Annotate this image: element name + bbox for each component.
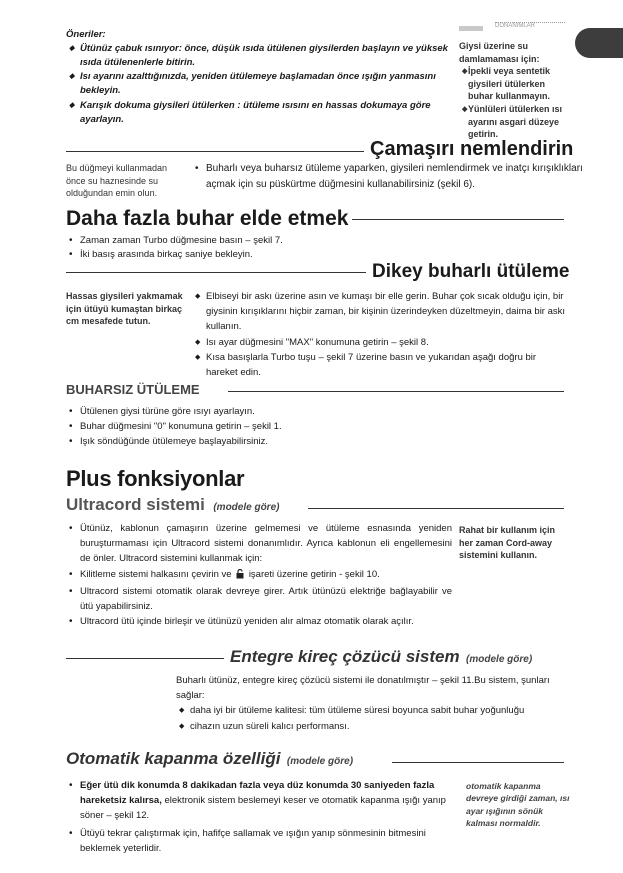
ultracord-item: • Ultracord ütü içinde birleşir ve ütünüzü yeniden alır almaz otomatik olarak açılır. (66, 614, 452, 629)
otomatik-item (66, 778, 454, 824)
nemlendirme-body: • Buharlı veya buharsız ütüleme yaparken, giysileri nemlendirmek ve inatçı kırışıklıkları açmak için su püskürtme düğmesini kullanabilirsiniz (şekil 6). (192, 161, 584, 193)
header-faint-title: DONANIMLAR (495, 22, 565, 30)
dikey-item: ◆ Isı ayar düğmesini "MAX" konumuna getirin – şekil 8. (192, 335, 570, 350)
section-rule (352, 219, 564, 220)
ultracord-lock-text-a: Kilitleme sistemi halkasını çevirin ve (80, 568, 232, 580)
dikey-item: ◆ Kısa basışlarla Turbo tuşu – şekil 7 üzerine basın ve yukarıdan aşağı doğru bir hareket edin. (192, 350, 570, 380)
daha-fazla-item: • Zaman zaman Turbo düğmesine basın – şekil 7. (66, 234, 566, 248)
dikey-title: Dikey buharlı ütüleme (372, 261, 570, 282)
kirec-intro: Buharlı ütünüz, entegre kireç çözücü sistemi ile donatılmıştır – şekil 11.Bu sistem, şunları sağlar: (176, 675, 550, 702)
ultracord-list (66, 521, 452, 629)
oneriler-item: ◆ Ütünüz çabuk ısınıyor: önce, düşük ısıda ütülenen giysilerden başlayın ve yüksek ısıda ütülenenlerle bitirin. (66, 42, 456, 70)
page-section-tab (575, 28, 623, 58)
kirec-heading (230, 647, 532, 667)
otomatik-item-bold: Eğer ütü dik konumda 8 dakikadan fazla veya düz konumda 30 saniyeden fazla hareketsiz kalırsa, (80, 780, 435, 807)
otomatik-list (66, 778, 454, 856)
section-rule (66, 151, 364, 152)
ultracord-lock-text-b: işareti üzerine getirin - şekil 10. (248, 568, 380, 580)
oneriler-side-note (459, 40, 571, 141)
oneriler-item: ◆ Isı ayarını azalttığınızda, yeniden ütülemeye başlamadan önce ışığın yanmasını bekleyin. (66, 70, 456, 98)
oneriler-side-item: ◆ İpekli veya sentetik giysileri ütülerken buhar kullanmayın. (459, 65, 571, 103)
otomatik-heading (66, 749, 353, 769)
kirec-item: ◆ cihazın uzun süreli kalıcı performansı. (176, 719, 568, 734)
section-rule (308, 508, 564, 509)
oneriler-side-title: Giysi üzerine su damlamaması için: (459, 41, 540, 64)
ultracord-heading (66, 495, 279, 515)
oneriler-block (66, 28, 456, 126)
dikey-item: ◆ Elbiseyi bir askı üzerine asın ve kumaşı bir elle gerin. Buhar çok sıcak olduğu için, bir giysinin kırışıklarını hiçbir zaman, bir kişinin üzerindeyken düzeltmeyin, daima bir askı kullanın. (192, 289, 570, 335)
buharsiz-item: • Işık söndüğünde ütülemeye başlayabilirsiniz. (66, 434, 566, 449)
ultracord-side-note: Rahat bir kullanım için her zaman Cord-away sistemini kullanın. (459, 525, 556, 561)
section-rule (392, 762, 564, 763)
daha-fazla-item: • İki basış arasında birkaç saniye bekleyin. (66, 248, 566, 262)
ultracord-suffix: (modele göre) (213, 502, 280, 513)
otomatik-suffix: (modele göre) (286, 756, 354, 767)
header-gray-bar (459, 26, 483, 31)
dikey-side-note: Hassas giysileri yakmamak için ütüyü kumaştan birkaç cm mesafede tutun. (66, 291, 183, 327)
otomatik-item-rest: elektronik sistem beslemeyi keser ve otomatik kapanma ışığı yanıp söner – şekil 12. (80, 795, 446, 822)
section-rule (228, 391, 564, 392)
ultracord-title: Ultracord sistemi (66, 495, 205, 514)
ultracord-item-lock (66, 567, 452, 584)
buharsiz-list (66, 404, 566, 450)
otomatik-title: Otomatik kapanma özelliği (66, 749, 281, 768)
dikey-list (192, 289, 570, 380)
buharsiz-item: • Ütülenen giysi türüne göre ısıyı ayarlayın. (66, 404, 566, 419)
nemlendirme-title: Çamaşırı nemlendirin (370, 138, 574, 160)
kirec-title: Entegre kireç çözücü sistem (230, 647, 460, 666)
oneriler-side-item: ◆ Yünlüleri ütülerken ısı ayarını asgari düzeye getirin. (459, 103, 571, 141)
kirec-item: ◆ daha iyi bir ütüleme kalitesi: tüm ütüleme süresi boyunca sabit buhar yoğunluğu (176, 703, 568, 718)
plus-title: Plus fonksiyonlar (66, 466, 245, 491)
daha-fazla-list (66, 234, 566, 262)
oneriler-item: ◆ Karışık dokuma giysileri ütülerken : ütüleme ısısını en hassas dokumaya göre ayarlayın. (66, 99, 456, 127)
nemlendirme-side-note: Bu düğmeyi kullanmadan önce su haznesinde su olduğundan emin olun. (66, 163, 168, 199)
ultracord-item: • Ultracord sistemi otomatik olarak devreye girer. Artık ütünüzü elektriğe bağlayabilir ve ütü yapabilirsiniz. (66, 584, 452, 614)
otomatik-item: • Ütüyü tekrar çalıştırmak için, hafifçe sallamak ve ışığın yanıp sönmesinin bitmesini beklemek yeterlidir. (66, 826, 454, 856)
padlock-icon (236, 569, 244, 584)
ultracord-item: • Ütünüz, kablonun çamaşırın üzerine gelmemesi ve ütüleme esnasında yeniden buruşturmaması için Ultracord sistemi donanımlıdır. Ayrıca kablonun eli engellemesini de önler. Ultracord sistemini kullanmak için: (66, 521, 452, 567)
otomatik-side-note: otomatik kapanma devreye girdiği zaman, ısı ayar ışığının sönük kalması normaldir. (466, 781, 570, 828)
section-rule (66, 272, 366, 273)
buharsiz-item: • Buhar düğmesini "0" konumuna getirin – şekil 1. (66, 419, 566, 434)
kirec-suffix: (modele göre) (466, 654, 533, 665)
oneriler-title: Öneriler: (66, 29, 106, 40)
kirec-block (176, 673, 568, 734)
section-rule (66, 658, 224, 659)
daha-fazla-title: Daha fazla buhar elde etmek (66, 207, 349, 230)
buharsiz-title: BUHARSIZ ÜTÜLEME (66, 382, 200, 397)
